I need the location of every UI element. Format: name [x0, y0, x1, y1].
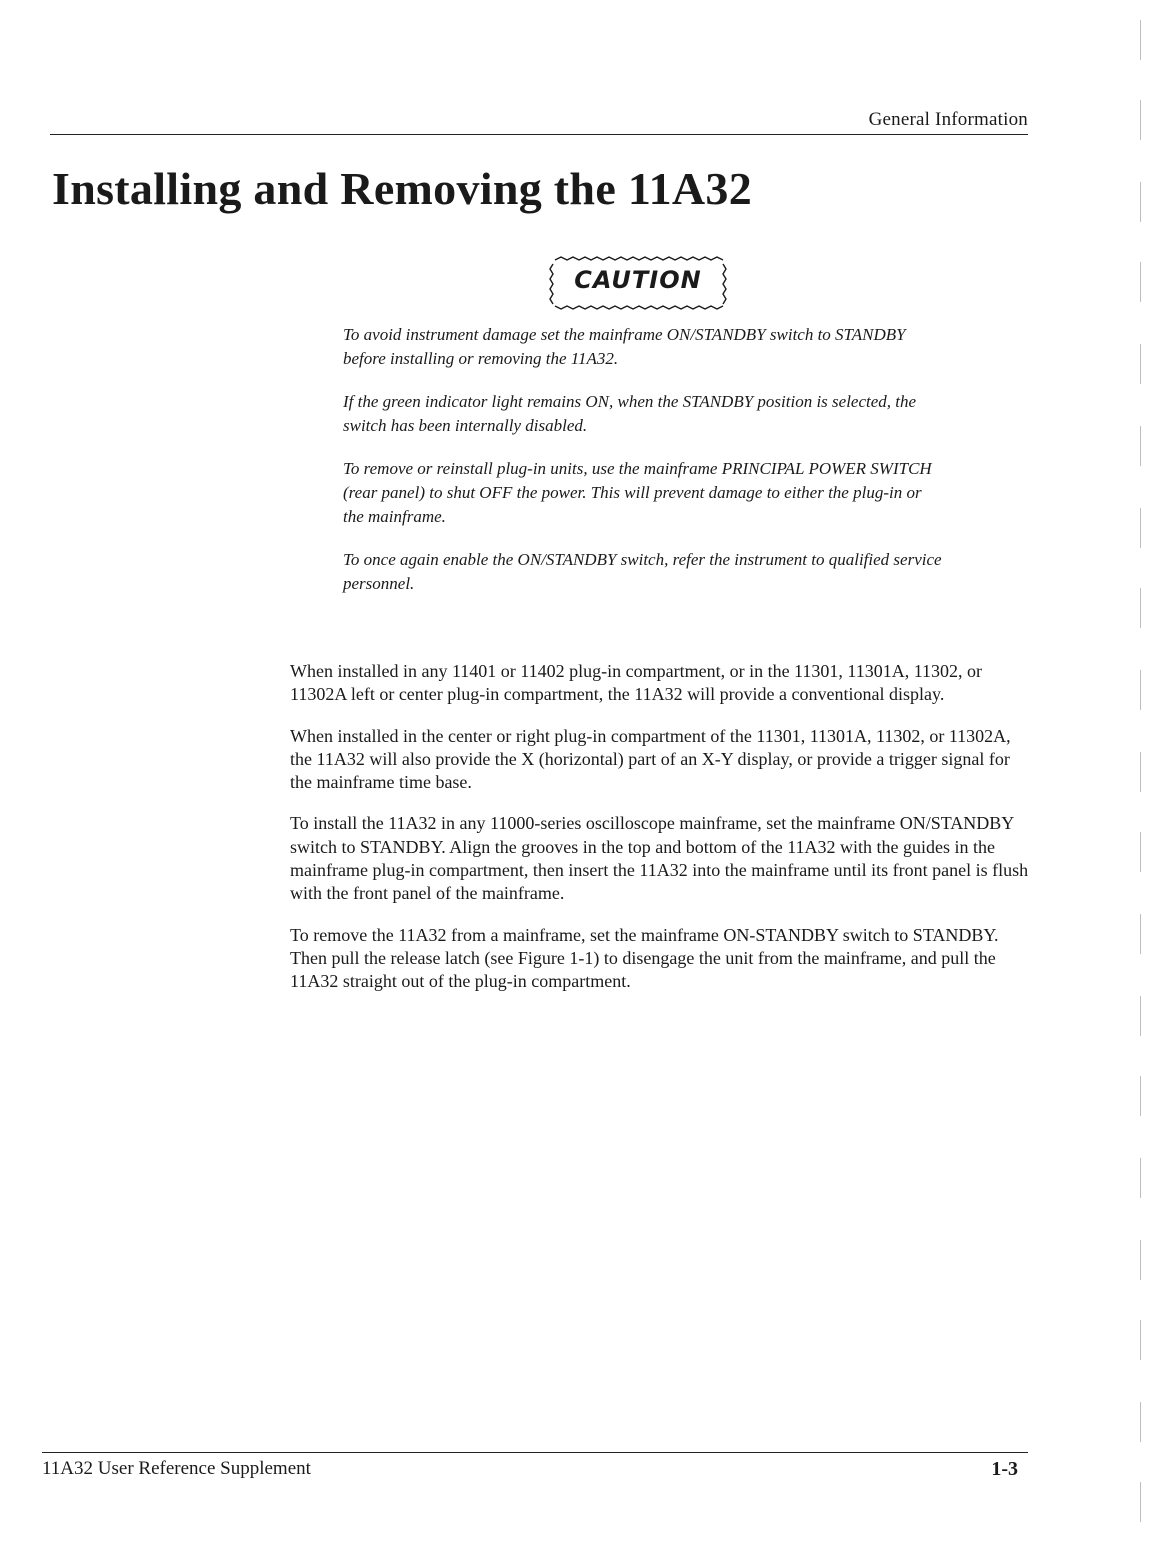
caution-label: CAUTION	[574, 266, 702, 294]
footer-rule	[42, 1452, 1028, 1453]
caution-badge	[547, 254, 729, 312]
binder-mark	[1138, 1240, 1141, 1280]
footer-document-title: 11A32 User Reference Supplement	[42, 1458, 311, 1479]
binder-mark	[1138, 1076, 1141, 1116]
body-paragraph: To install the 11A32 in any 11000-series oscilloscope mainframe, set the mainframe ON/STANDBY switch to STANDBY. Align the grooves in the top and bottom of the 11A32 with the guides in the mainframe plug-in compartment, then insert the 11A32 into the mainframe until its front panel is flush with the front panel of the mainframe.	[290, 813, 1029, 904]
caution-paragraph: To avoid instrument damage set the mainframe ON/STANDBY switch to STANDBY before installing or removing the 11A32.	[343, 325, 906, 368]
binder-mark	[1138, 588, 1141, 628]
page-number: 1-3	[991, 1458, 1018, 1480]
binder-mark	[1138, 996, 1141, 1036]
binder-mark	[1138, 914, 1141, 954]
page-title: Installing and Removing the 11A32	[52, 163, 753, 214]
binder-mark	[1138, 262, 1141, 302]
binder-holes	[1128, 0, 1148, 1544]
binder-mark	[1138, 344, 1141, 384]
body-paragraph: To remove the 11A32 from a mainframe, set the mainframe ON-STANDBY switch to STANDBY. Then pull the release latch (see Figure 1-1) to disengage the unit from the mainframe, and pull the 11A32 straight out of the plug-in compartment.	[290, 924, 999, 992]
binder-mark	[1138, 670, 1141, 710]
binder-mark	[1138, 182, 1141, 222]
caution-paragraph: If the green indicator light remains ON, when the STANDBY position is selected, the switch has been internally disabled.	[343, 392, 917, 435]
body-text	[290, 660, 1030, 1012]
binder-mark	[1138, 752, 1141, 792]
binder-mark	[1138, 100, 1141, 140]
caution-text	[343, 323, 943, 615]
binder-mark	[1138, 1482, 1141, 1522]
binder-mark	[1138, 1158, 1141, 1198]
binder-mark	[1138, 832, 1141, 872]
caution-paragraph: To once again enable the ON/STANDBY switch, refer the instrument to qualified service personnel.	[343, 550, 942, 593]
binder-mark	[1138, 508, 1141, 548]
caution-paragraph: To remove or reinstall plug-in units, use the mainframe PRINCIPAL POWER SWITCH (rear panel) to shut OFF the power. This will prevent damage to either the plug-in or the mainframe.	[343, 459, 932, 526]
binder-mark	[1138, 20, 1141, 60]
body-paragraph: When installed in any 11401 or 11402 plug-in compartment, or in the 11301, 11301A, 11302, or 11302A left or center plug-in compartment, the 11A32 will provide a conventional display.	[290, 661, 983, 705]
body-paragraph: When installed in the center or right plug-in compartment of the 11301, 11301A, 11302, or 11302A, the 11A32 will also provide the X (horizontal) part of an X-Y display, or provide a trigger signal for the mainframe time base.	[290, 725, 1011, 793]
binder-mark	[1138, 1320, 1141, 1360]
running-head: General Information	[868, 109, 1028, 130]
binder-mark	[1138, 426, 1141, 466]
header-rule	[50, 134, 1028, 135]
binder-mark	[1138, 1402, 1141, 1442]
